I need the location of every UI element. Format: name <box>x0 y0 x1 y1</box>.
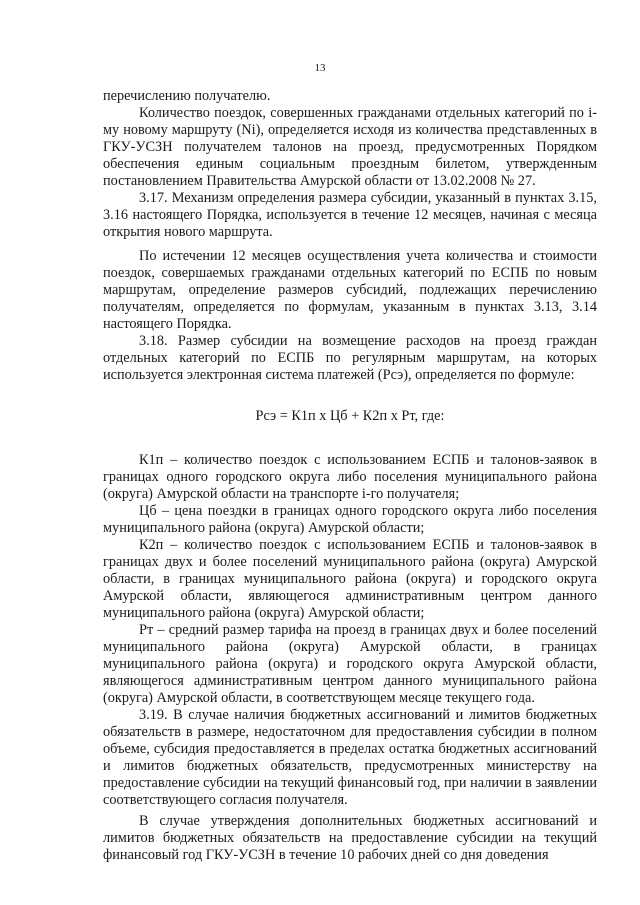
paragraph-3-17: 3.17. Механизм определения размера субсидии, указанный в пунктах 3.15, 3.16 настоящего Порядка, используется в течение 12 месяцев, начиная с месяца открытия нового маршрута. <box>103 190 597 240</box>
definition-k1p: К1п – количество поездок с использованием ЕСПБ и талонов-заявок в границах одного городского округа либо поселения муниципального района (округа) Амурской области на транспорте i-го получателя; <box>103 452 597 502</box>
definition-tsb: Цб – цена поездки в границах одного городского округа либо поселения муниципального района (округа) Амурской области; <box>103 503 597 536</box>
document-body <box>103 88 597 864</box>
formula: Рсэ = К1п х Цб + К2п х Рт, где: <box>255 408 445 424</box>
paragraph-3-18: 3.18. Размер субсидии на возмещение расходов на проезд граждан отдельных категорий по ЕСПБ по регулярным маршрутам, на которых используется электронная система платежей (Рсэ), определяется по формуле: <box>103 333 597 383</box>
paragraph-trip-count: Количество поездок, совершенных гражданами отдельных категорий по i-му новому маршруту (Ni), определяется исходя из количества представленных в ГКУ-УСЗН получателем талонов на проезд, предусмотренных Порядком обеспечения единым социальным проездным билетом, утвержденным постановлением Правительства Амурской области от 13.02.2008 № 27. <box>103 105 597 189</box>
paragraph-3-19: 3.19. В случае наличия бюджетных ассигнований и лимитов бюджетных обязательств в размере, недостаточном для предоставления субсидии в полном объеме, субсидия предоставляется в пределах остатка бюджетных ассигнований и лимитов бюджетных обязательств, предусмотренных министерству на предоставление субсидии на текущий финансовый год, при наличии в заявлении соответствующего согласия получателя. <box>103 707 597 808</box>
definition-rt: Рт – средний размер тарифа на проезд в границах двух и более поселений муниципального района (округа) Амурской области, в границах муниципального района (округа) и городского округа Амурской области, являющегося административным центром данного муниципального района (округа) Амурской области, в соответствующем месяце текущего года. <box>103 622 597 706</box>
page-number: 13 <box>314 62 326 74</box>
paragraph-continuation: перечислению получателю. <box>103 88 271 104</box>
paragraph-after-12-months: По истечении 12 месяцев осуществления учета количества и стоимости поездок, совершаемых гражданами отдельных категорий по ЕСПБ по новым маршрутам, определение размеров субсидий, подлежащих перечислению получателям, определяется по формулам, указанным в пунктах 3.13, 3.14 настоящего Порядка. <box>103 248 597 332</box>
definition-k2p: К2п – количество поездок с использованием ЕСПБ и талонов-заявок в границах двух и более поселений муниципального района (округа) Амурской области, в границах муниципального района (округа) и городского округа Амурской области, являющегося административным центром данного муниципального района (округа) Амурской области; <box>103 537 597 621</box>
paragraph-additional-allocations: В случае утверждения дополнительных бюджетных ассигнований и лимитов бюджетных обязательств на предоставление субсидии на текущий финансовый год ГКУ-УСЗН в течение 10 рабочих дней со дня доведения <box>103 813 597 863</box>
